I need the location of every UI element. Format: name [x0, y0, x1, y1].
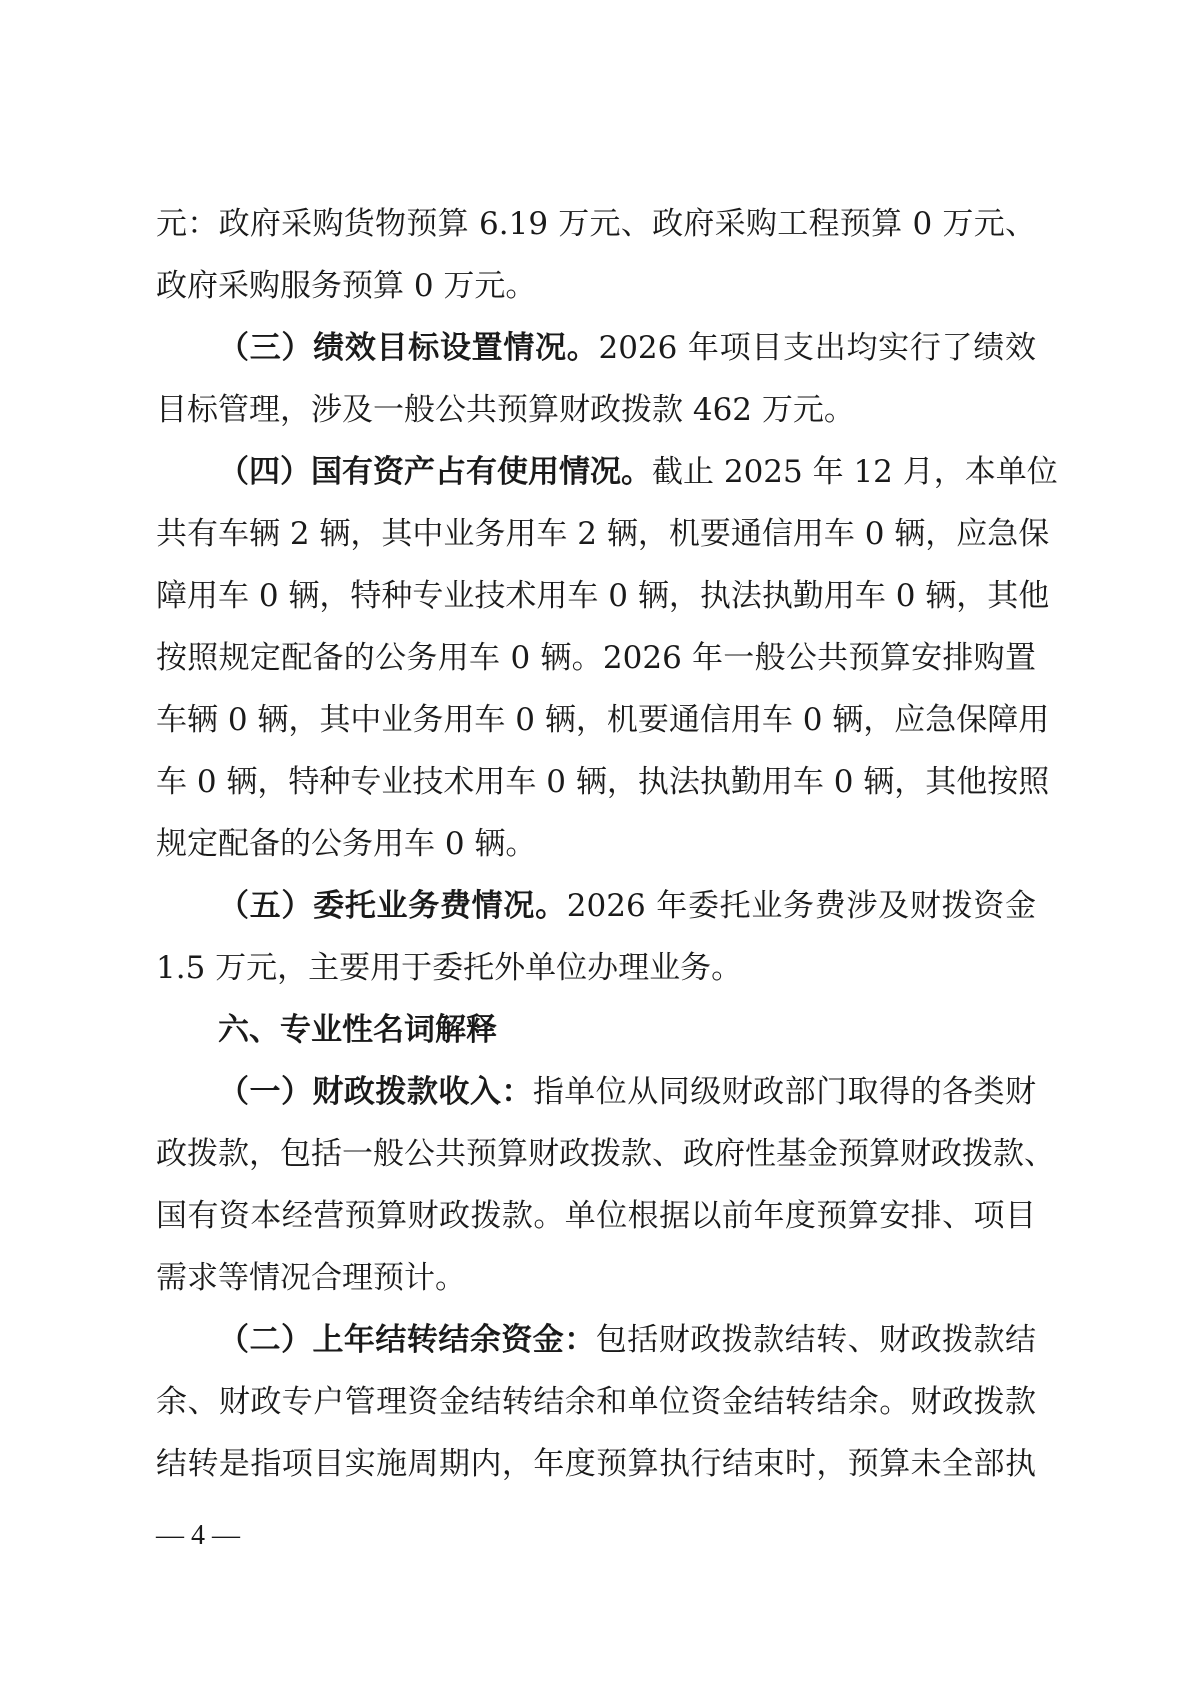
- text-line: 目标管理，涉及一般公共预算财政拨款 462 万元。: [156, 392, 855, 428]
- paragraph-first-line: [156, 1061, 1036, 1123]
- paragraph-heading: （二）上年结转结余资金：: [218, 1322, 596, 1358]
- text-line: 1.5 万元，主要用于委托外单位办理业务。: [156, 950, 743, 986]
- paragraph-text: 2026 年委托业务费涉及财拨资金: [566, 888, 1037, 924]
- section-heading: 六、专业性名词解释: [218, 1012, 497, 1048]
- paragraph-first-line: [156, 1309, 1036, 1371]
- text-line: 政拨款，包括一般公共预算财政拨款、政府性基金预算财政拨款、: [156, 1136, 1055, 1172]
- text-line: 车 0 辆，特种专业技术用车 0 辆，执法执勤用车 0 辆，其他按照: [156, 764, 1050, 800]
- paragraph-heading: （一）财政拨款收入：: [218, 1074, 533, 1110]
- text-line: 障用车 0 辆，特种专业技术用车 0 辆，执法执勤用车 0 辆，其他: [156, 578, 1050, 614]
- paragraph-text: 包括财政拨款结转、财政拨款结: [595, 1322, 1037, 1358]
- paragraph-heading: （三）绩效目标设置情况。: [218, 330, 599, 366]
- paragraph-text: 指单位从同级财政部门取得的各类财: [532, 1074, 1037, 1110]
- text-line: 规定配备的公务用车 0 辆。: [156, 826, 537, 862]
- paragraph-heading: （五）委托业务费情况。: [218, 888, 567, 924]
- text-line: 国有资本经营预算财政拨款。单位根据以前年度预算安排、项目: [156, 1198, 1036, 1234]
- text-line: 政府采购服务预算 0 万元。: [156, 268, 537, 304]
- text-line: 元：政府采购货物预算 6.19 万元、政府采购工程预算 0 万元、: [156, 206, 1036, 242]
- paragraph-first-line: [156, 875, 1036, 937]
- text-line: 结转是指项目实施周期内，年度预算执行结束时，预算未全部执: [156, 1446, 1036, 1482]
- paragraph-heading: （四）国有资产占有使用情况。: [218, 454, 652, 490]
- text-line: 共有车辆 2 辆，其中业务用车 2 辆，机要通信用车 0 辆，应急保: [156, 516, 1050, 552]
- paragraph-first-line: [156, 441, 1058, 503]
- paragraph-text: 2026 年项目支出均实行了绩效: [598, 330, 1037, 366]
- paragraph-first-line: [156, 317, 1036, 379]
- text-line: 按照规定配备的公务用车 0 辆。2026 年一般公共预算安排购置: [156, 640, 1036, 676]
- text-line: 车辆 0 辆，其中业务用车 0 辆，机要通信用车 0 辆，应急保障用: [156, 702, 1050, 738]
- paragraph-text: 截止 2025 年 12 月，本单位: [652, 454, 1058, 490]
- text-line: 需求等情况合理预计。: [156, 1260, 466, 1296]
- page-number: — 4 —: [156, 1520, 240, 1551]
- text-line: 余、财政专户管理资金结转结余和单位资金结转结余。财政拨款: [156, 1384, 1036, 1420]
